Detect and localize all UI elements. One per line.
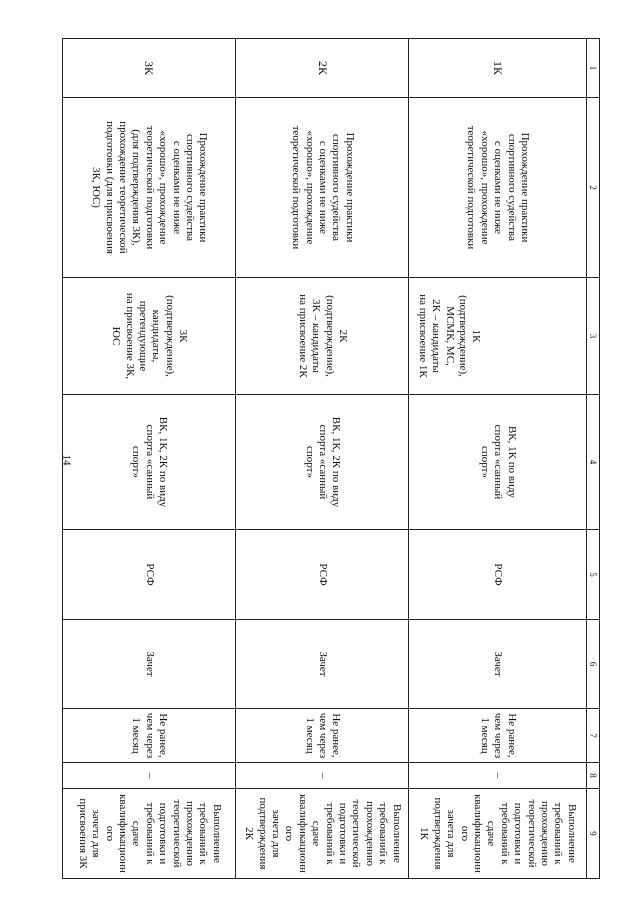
practice-cell: Прохождение практики спортивного судейства с оценками не ниже «хорошо», прохождение теоретической подготовки — [409, 98, 586, 278]
column-number: 1 — [586, 39, 599, 98]
qualification-cell: 1К (подтверждение), МСМК, МС, 2К – кандидаты на присвоение 1К — [409, 278, 586, 395]
column-number: 9 — [586, 789, 599, 879]
dash-cell: – — [409, 763, 586, 789]
requirements-cell: Выполнение требований к прохождению теоретической подготовки и требований к сдаче квалификационного зачета для подтверждения 1К — [409, 789, 586, 879]
qualification-cell: 2К (подтверждение), 3К – кандидаты на присвоение 2К — [236, 278, 409, 395]
column-number: 4 — [586, 395, 599, 530]
table-row — [63, 39, 236, 879]
category-cell: 3К — [63, 39, 236, 98]
dash-cell: – — [63, 763, 236, 789]
event-level-cell: ВК, 1К, 2К по виду спорта «санный спорт» — [236, 395, 409, 530]
requirements-cell: Выполнение требований к прохождению теоретической подготовки и требований к сдаче квалификационного зачета для присвоения 3К — [63, 789, 236, 879]
form-cell: Зачет — [236, 620, 409, 709]
column-number: 8 — [586, 763, 599, 789]
organizer-cell: РСФ — [63, 530, 236, 620]
column-number: 3 — [586, 278, 599, 395]
column-number-row — [586, 39, 599, 879]
category-cell: 2К — [236, 39, 409, 98]
column-number: 5 — [586, 530, 599, 620]
period-cell: Не ранее, чем через 1 месяц — [63, 709, 236, 763]
column-number: 7 — [586, 709, 599, 763]
table-row — [409, 39, 586, 879]
event-level-cell: ВК, 1К по виду спорта «санный спорт» — [409, 395, 586, 530]
page-number: 14 — [60, 454, 73, 466]
dash-cell: – — [236, 763, 409, 789]
category-cell: 1К — [409, 39, 586, 98]
organizer-cell: РСФ — [409, 530, 586, 620]
column-number: 2 — [586, 98, 599, 278]
requirements-cell: Выполнение требований к прохождению теоретической подготовки и требований к сдаче квалификационного зачета для подтверждения 2К — [236, 789, 409, 879]
event-level-cell: ВК, 1К, 2К по виду спорта «санный спорт» — [63, 395, 236, 530]
practice-cell: Прохождение практики спортивного судейства с оценками не ниже «хорошо», прохождение теоретической подготовки (для подтверждения 3К), прохождение теоретической подготовки (для присвоения 3К, ЮС) — [63, 98, 236, 278]
qualification-cell: 3К (подтверждение), кандидаты, претендующие на присвоение 3К, ЮС — [63, 278, 236, 395]
organizer-cell: РСФ — [236, 530, 409, 620]
table-row — [236, 39, 409, 879]
column-number: 6 — [586, 620, 599, 709]
period-cell: Не ранее, чем через 1 месяц — [409, 709, 586, 763]
qualification-table — [62, 38, 600, 879]
practice-cell: Прохождение практики спортивного судейства с оценками не ниже «хорошо», прохождение теоретической подготовки — [236, 98, 409, 278]
form-cell: Зачет — [409, 620, 586, 709]
form-cell: Зачет — [63, 620, 236, 709]
rotated-table-container — [62, 38, 600, 878]
period-cell: Не ранее, чем через 1 месяц — [236, 709, 409, 763]
